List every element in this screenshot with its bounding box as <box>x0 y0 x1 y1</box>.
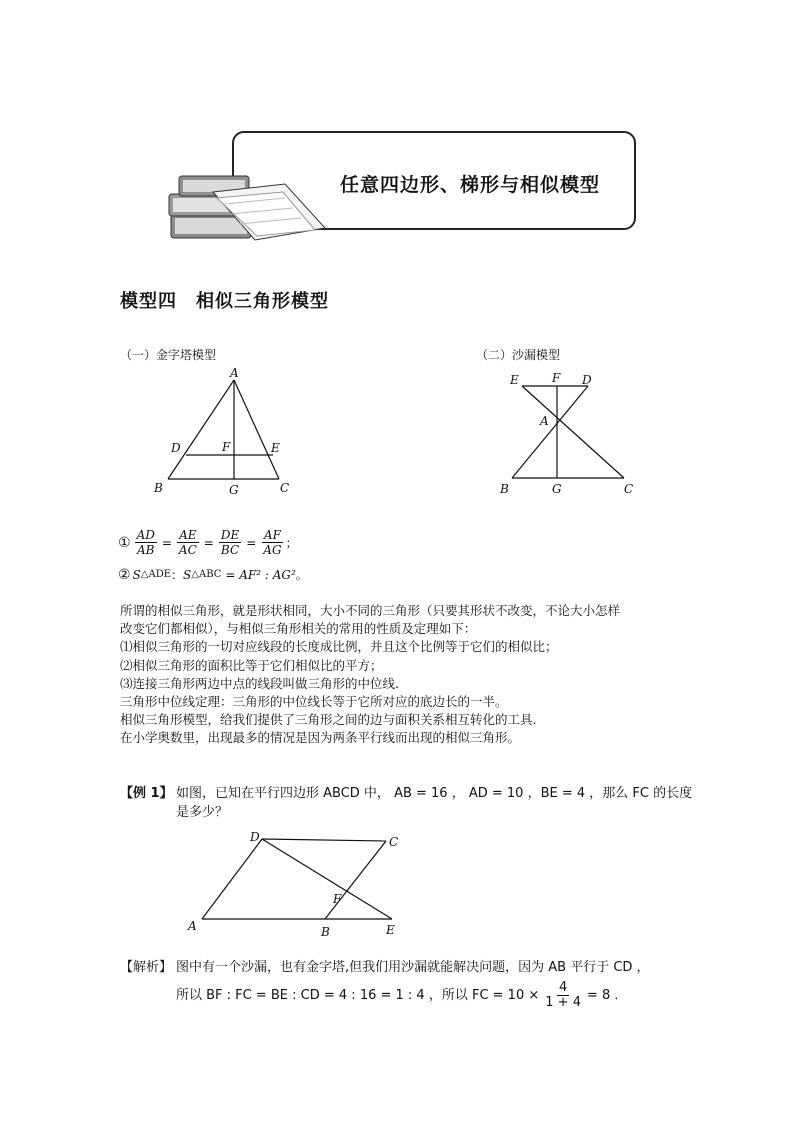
solution <box>120 958 700 1010</box>
hourglass-label-b: B <box>500 482 509 496</box>
formula-area-ratio: ② S △ADE ： S △ABC = AF² : AG² 。 <box>118 566 308 583</box>
figure-label-c: C <box>389 835 399 849</box>
pyramid-label-c: C <box>280 481 290 495</box>
hourglass-line-ec <box>522 386 624 478</box>
figure-label-f: F <box>333 892 342 906</box>
pyramid-caption: （一）金字塔模型 <box>120 348 217 362</box>
fraction: $\frac{AF}{AG}$ <box>263 528 282 557</box>
books-icon <box>165 170 335 245</box>
parallelogram-side-ad <box>202 839 262 919</box>
parallelogram-side-cb <box>325 841 386 919</box>
pyramid-line-ac <box>234 380 279 479</box>
parallelogram-figure <box>180 826 420 941</box>
solution-line-1: 图中有一个沙漏，也有金字塔,但我们用沙漏就能解决问题，因为 AB 平行于 CD ， <box>176 960 650 975</box>
pyramid-figure <box>140 366 310 501</box>
hourglass-label-d: D <box>582 373 592 387</box>
fraction: $\frac{DE}{BC}$ <box>220 528 240 557</box>
line-de <box>262 839 392 919</box>
pyramid-label-a: A <box>230 366 239 380</box>
paragraph-line: ⑵相似三角形的面积比等于它们相似比的平方； <box>120 657 383 673</box>
paragraph-line: ⑶连接三角形两边中点的线段叫做三角形的中位线. <box>120 675 399 691</box>
paragraph-line: 相似三角形模型，给我们提供了三角形之间的边与面积关系相互转化的工具. <box>120 712 537 728</box>
solution-tag: 【解析】 <box>120 960 173 975</box>
hourglass-label-e: E <box>510 373 519 387</box>
paragraph-line: 在小学奥数里，出现最多的情况是因为两条平行线而出现的相似三角形。 <box>120 730 521 746</box>
paragraph-line: 改变它们都相似），与相似三角形相关的常用的性质及定理如下： <box>120 621 477 637</box>
figure-label-a: A <box>188 919 197 933</box>
example-question: 如图，已知在平行四边形 ABCD 中， AB = 16 ， AD = 10 ，BE = 4 ，那么 FC 的长度 <box>176 786 693 801</box>
formula-marker-2: ② <box>118 566 131 583</box>
figure-label-b: B <box>321 925 330 939</box>
example-tag: 【例 1】 <box>120 786 173 801</box>
pyramid-line-ab <box>168 380 234 479</box>
section-title: 模型四 相似三角形模型 <box>120 291 329 312</box>
formula-ratios: ① $\frac{AD}{AB}$ = $\frac{AE}{AC}$ = $\frac{DE}{BC}$ = $\frac{AF}{AG}$ ； <box>118 528 298 557</box>
figure-label-d: D <box>250 830 260 844</box>
paragraph-line: 三角形中位线定理：三角形的中位线长等于它所对应的底边长的一半。 <box>120 694 508 710</box>
fraction: $\frac{AE}{AC}$ <box>178 528 197 557</box>
solution-fraction: $\frac{4}{1 + 4}$ <box>545 980 581 1010</box>
hourglass-label-c: C <box>624 482 634 496</box>
fraction: $\frac{AD}{AB}$ <box>136 528 155 557</box>
hourglass-line-db <box>512 386 588 478</box>
parallelogram-side-dc <box>262 839 386 841</box>
pyramid-label-f: F <box>222 440 231 454</box>
solution-result: = 8 ． <box>586 988 628 1003</box>
formula-marker-1: ① <box>118 534 131 551</box>
theory-paragraph <box>120 602 680 748</box>
hourglass-label-f: F <box>552 371 561 385</box>
hourglass-figure <box>498 366 648 501</box>
hourglass-caption: （二）沙漏模型 <box>476 348 561 362</box>
pyramid-label-e: E <box>271 441 280 455</box>
pyramid-label-b: B <box>154 481 163 495</box>
pyramid-label-g: G <box>229 483 239 497</box>
paragraph-line: ⑴相似三角形的一切对应线段的长度成比例，并且这个比例等于它们的相似比； <box>120 639 558 655</box>
banner-title: 任意四边形、梯形与相似模型 <box>340 174 601 196</box>
figure-label-e: E <box>386 923 395 937</box>
solution-line-2: 所以 BF : FC = BE : CD = 4 : 16 = 1 : 4 ，所以 FC = 10 × <box>176 988 540 1003</box>
hourglass-label-a: A <box>540 414 549 428</box>
pyramid-label-d: D <box>171 441 181 455</box>
example-question-cont: 是多少？ <box>176 805 229 820</box>
example-1 <box>120 784 693 822</box>
hourglass-label-g: G <box>552 482 562 496</box>
paragraph-line: 所谓的相似三角形，就是形状相同，大小不同的三角形（只要其形状不改变，不论大小怎样 <box>120 603 621 618</box>
